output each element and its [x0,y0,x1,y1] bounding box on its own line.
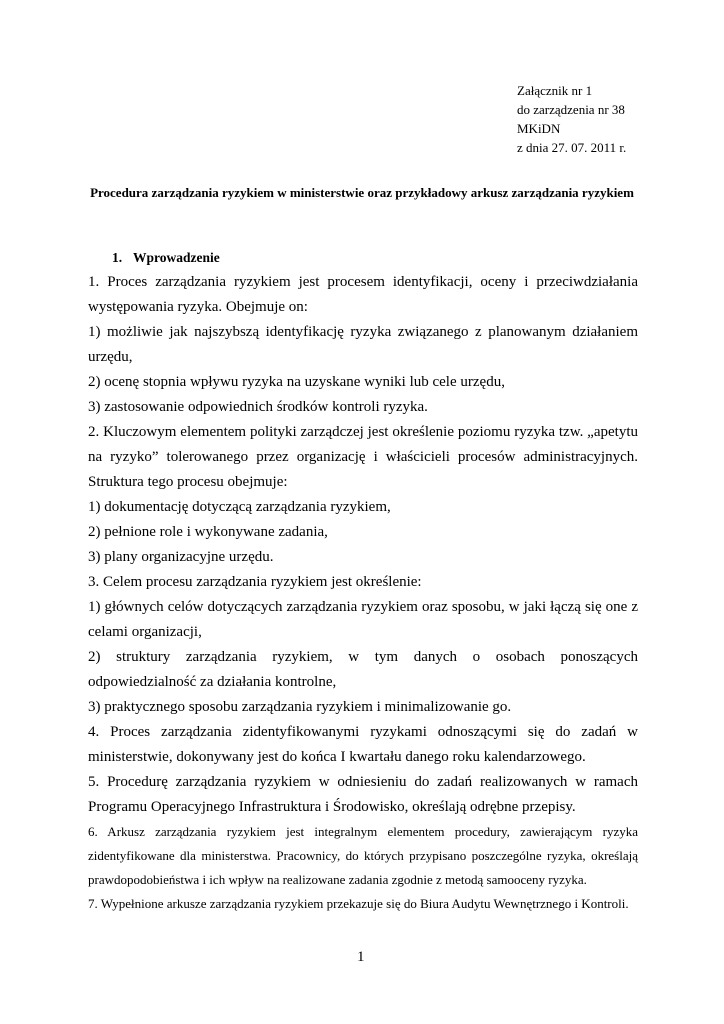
paragraph-2-item-1: 1) dokumentację dotyczącą zarządzania ryzykiem, [88,499,391,515]
paragraph-4: 4. Proces zarządzania zidentyfikowanymi ryzykami odnoszącymi się do zadań w ministerstwie, dokonywany jest do końca I kwartału danego roku kalendarzowego. [88,724,638,765]
paragraph-7: 7. Wypełnione arkusze zarządzania ryzykiem przekazuje się do Biura Audytu Wewnętrznego i Kontroli. [88,896,629,911]
section-label: Wprowadzenie [133,250,220,265]
paragraph-3-item-2: 2) struktury zarządzania ryzykiem, w tym danych o osobach ponoszących odpowiedzialność za działania kontrolne, [88,649,638,690]
annex-reference [517,81,626,157]
section-number: 1. [112,250,123,265]
paragraph-2-item-3: 3) plany organizacyjne urzędu. [88,549,274,565]
paragraph-3-item-1: 1) głównych celów dotyczących zarządzania ryzykiem oraz sposobu, w jaki łączą się one z celami organizacji, [88,599,638,640]
page-number: 1 [357,949,365,965]
document-body [88,270,638,916]
paragraph-3-item-3: 3) praktycznego sposobu zarządzania ryzykiem i minimalizowanie go. [88,699,512,715]
annex-line-3: MKiDN [517,121,561,136]
paragraph-3: 3. Celem procesu zarządzania ryzykiem jest określenie: [88,574,422,590]
document-title: Procedura zarządzania ryzykiem w ministerstwie oraz przykładowy arkusz zarządzania ryzykiem [90,185,634,200]
paragraph-2: 2. Kluczowym elementem polityki zarządczej jest określenie poziomu ryzyka tzw. „apetytu na ryzyko” tolerowanego przez organizację i właścicieli procesów administracyjnych. Struktura tego procesu obejmuje: [88,424,638,490]
paragraph-5: 5. Procedurę zarządzania ryzykiem w odniesieniu do zadań realizowanych w ramach Programu Operacyjnego Infrastruktura i Środowisko, określają odrębne przepisy. [88,774,638,815]
paragraph-1-item-2: 2) ocenę stopnia wpływu ryzyka na uzyskane wyniki lub cele urzędu, [88,374,505,390]
annex-line-2: do zarządzenia nr 38 [517,102,625,117]
annex-line-4: z dnia 27. 07. 2011 r. [517,140,627,155]
paragraph-6: 6. Arkusz zarządzania ryzykiem jest integralnym elementem procedury, zawierającym ryzyka zidentyfikowane dla ministerstwa. Pracownicy, do których przypisano poszczególne ryzyka, określają prawdopodobieństwa i ich wpływ na realizowane zadania zgodnie z metodą samooceny ryzyka. [88,824,638,887]
paragraph-1-item-1: 1) możliwie jak najszybszą identyfikację ryzyka związanego z planowanym działaniem urzędu, [88,324,638,365]
annex-line-1: Załącznik nr 1 [517,83,593,98]
paragraph-1: 1. Proces zarządzania ryzykiem jest procesem identyfikacji, oceny i przeciwdziałania występowania ryzyka. Obejmuje on: [88,274,638,315]
paragraph-1-item-3: 3) zastosowanie odpowiednich środków kontroli ryzyka. [88,399,428,415]
paragraph-2-item-2: 2) pełnione role i wykonywane zadania, [88,524,328,540]
section-heading [112,248,220,268]
